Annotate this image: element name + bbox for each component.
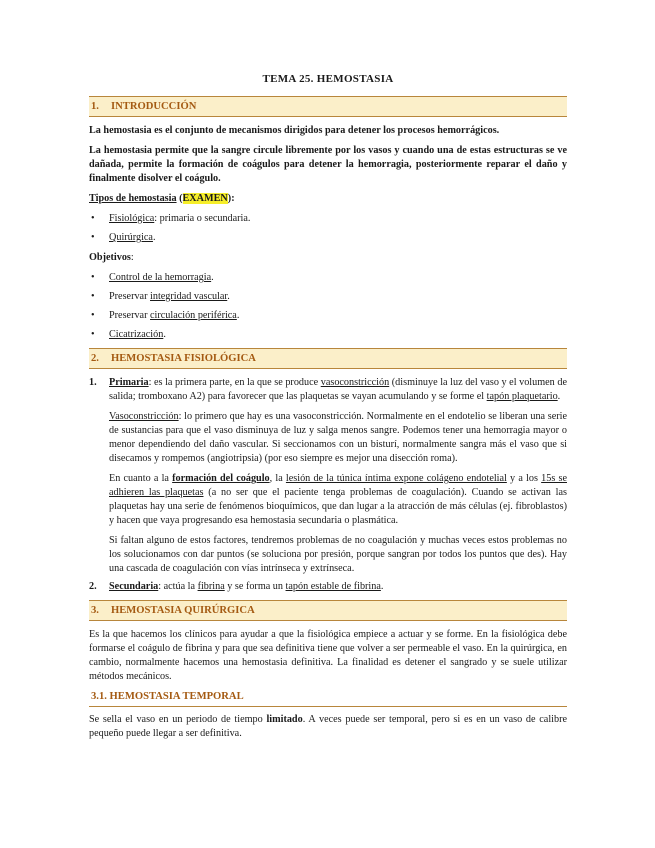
underlined-term: fibrina	[197, 581, 225, 592]
list-item-term: Quirúrgica	[109, 232, 153, 243]
text-run: .	[557, 391, 561, 402]
list-item-primaria	[89, 376, 567, 576]
list-item-term: circulación periférica	[150, 310, 237, 321]
list-item-text: .	[236, 310, 240, 321]
list-item	[89, 290, 567, 304]
list-item-text: .	[211, 272, 214, 283]
section-heading-quirurgica	[89, 600, 567, 621]
bold-underlined-term: formación del coágulo	[172, 473, 270, 484]
bullet-icon: •	[91, 232, 95, 243]
section-heading-fisiologica	[89, 348, 567, 369]
text-run: Se sella el vaso en un periodo de tiempo	[89, 714, 267, 725]
paragraph-definition: La hemostasia es el conjunto de mecanismos dirigidos para detener los procesos hemorrágicos.	[89, 125, 500, 136]
underlined-term: vasoconstricción	[320, 377, 390, 388]
tipos-list	[89, 212, 567, 245]
underlined-term: Vasoconstricción	[109, 411, 179, 422]
tipos-open: (	[176, 193, 183, 204]
bullet-icon: •	[91, 291, 95, 302]
subsection-heading-temporal: 3.1. HEMOSTASIA TEMPORAL	[89, 690, 567, 707]
paragraph-function: La hemostasia permite que la sangre circule libremente por los vasos y cuando una de estas estructuras se ve dañada, permite la formación de coágulos para detener la hemorragia, posteriormente reparar el daño y finalmente disolver el coágulo.	[89, 145, 567, 184]
bullet-icon: •	[91, 213, 95, 224]
list-item	[89, 271, 567, 285]
list-item-pre: Preservar	[109, 310, 151, 321]
underlined-term: tapón plaquetario	[486, 391, 558, 402]
tipos-close: ):	[227, 193, 235, 204]
primaria-term: Primaria	[109, 377, 149, 388]
objetivos-colon: :	[130, 252, 134, 263]
text-run: En cuanto a la	[109, 473, 173, 484]
bullet-icon: •	[91, 310, 95, 321]
text-run: . A veces puede ser temporal, pero si es en un vaso de calibre pequeño puede llegar a ser definitiva.	[89, 714, 567, 739]
bold-term: limitado	[266, 714, 303, 725]
list-item-text: .	[163, 329, 166, 340]
underlined-term: tapón estable de fibrina	[285, 581, 381, 592]
list-item	[89, 328, 567, 342]
list-item-text: : primaria o secundaria.	[154, 213, 251, 224]
section-title: INTRODUCCIÓN	[111, 101, 197, 112]
quirurgica-paragraph: Es la que hacemos los clínicos para ayudar a que la fisiológica empiece a actuar y se forme. En la fisiológica debe formarse el coágulo de fibrina y para que sea definitiva tiene que volver a ser permeable el vaso. En la quirúrgica, en cambio, normalmente hacemos una hemostasia definitiva. La finalidad es detener el sangrado y se suele utilizar métodos mecánicos.	[89, 629, 567, 682]
list-item-term: Control de la hemorragia	[109, 272, 212, 283]
text-run: , la	[269, 473, 286, 484]
list-item-text: .	[227, 291, 230, 302]
secundaria-paragraph	[109, 580, 567, 594]
list-item-term: integridad vascular	[150, 291, 228, 302]
text-run: (a no ser que el paciente tenga problemas de coagulación). Cuando se activan las plaquetas hay una serie de fenómenos bioquímicos, que dan lugar a la atracción de más células (ej. fibroblastos) y hacen que vaya progresando esa hemostasia secundaria o plasmática.	[109, 487, 567, 526]
document-title: TEMA 25. HEMOSTASIA	[262, 73, 394, 85]
underlined-term: 15s se adhieren las plaquetas	[109, 473, 567, 498]
section-heading-introduccion	[89, 96, 567, 117]
text-run: : es la primera parte, en la que se produce	[148, 377, 321, 388]
primaria-paragraph	[109, 376, 567, 404]
section-title: HEMOSTASIA FISIOLÓGICA	[111, 353, 256, 364]
list-item-secundaria	[89, 580, 567, 594]
list-item-term: Cicatrización	[109, 329, 164, 340]
factores-paragraph: Si faltan alguno de estos factores, tendremos problemas de no coagulación y muchas veces estos problemas no los solucionamos con dar puntos (se soluciona por presión, porque sangran por todos los puntos que des). Hay una cascada de coagulación con vías intrínseca y extrínseca.	[109, 535, 567, 574]
list-item	[89, 212, 567, 226]
tipos-heading	[89, 192, 567, 206]
section-title: HEMOSTASIA QUIRÚRGICA	[111, 605, 255, 616]
underlined-term: lesión de la túnica íntima expone colágeno endotelial	[285, 473, 507, 484]
secundaria-term: Secundaria	[109, 581, 159, 592]
text-run: (disminuye la luz del vaso y el volumen de salida; tromboxano A2) para favorecer que las plaquetas se vayan acumulando y se forme el	[109, 377, 567, 402]
text-run: : lo primero que hay es una vasoconstricción. Normalmente en el endotelio se liberan una serie de sustancias para que el vaso disminuya de luz y salga menos sangre. Podemos tener una hemorragia mayor o menor dependiendo del daño vascular. Si seccionamos con un bisturí, normalmente sangra más el vaso que si disecamos y rompemos (angiotripsia) (por eso siempre es mejor una disección roma).	[109, 411, 567, 464]
text-run: y a los	[506, 473, 542, 484]
objetivos-list	[89, 271, 567, 342]
item-number: 2.	[89, 581, 97, 592]
item-number: 1.	[89, 377, 97, 388]
document-content	[89, 72, 567, 747]
text-run: : actúa la	[158, 581, 198, 592]
vasoconstriccion-paragraph	[109, 410, 567, 466]
list-item	[89, 309, 567, 323]
list-item-text: .	[152, 232, 156, 243]
formacion-paragraph	[109, 472, 567, 528]
section-number: 1.	[91, 101, 99, 112]
text-run: y se forma un	[224, 581, 286, 592]
tipos-label: Tipos de hemostasia	[89, 193, 177, 204]
fisiologica-list	[89, 376, 567, 594]
objetivos-heading	[89, 251, 567, 265]
list-item-pre: Preservar	[109, 291, 151, 302]
temporal-paragraph	[89, 713, 567, 741]
text-run: .	[380, 581, 384, 592]
list-item	[89, 231, 567, 245]
list-item-term: Fisiológica	[109, 213, 155, 224]
bullet-icon: •	[91, 329, 95, 340]
bullet-icon: •	[91, 272, 95, 283]
section-number: 3.	[91, 605, 99, 616]
section-number: 2.	[91, 353, 99, 364]
exam-highlight: EXAMEN	[182, 193, 228, 204]
objetivos-label: Objetivos	[89, 252, 131, 263]
